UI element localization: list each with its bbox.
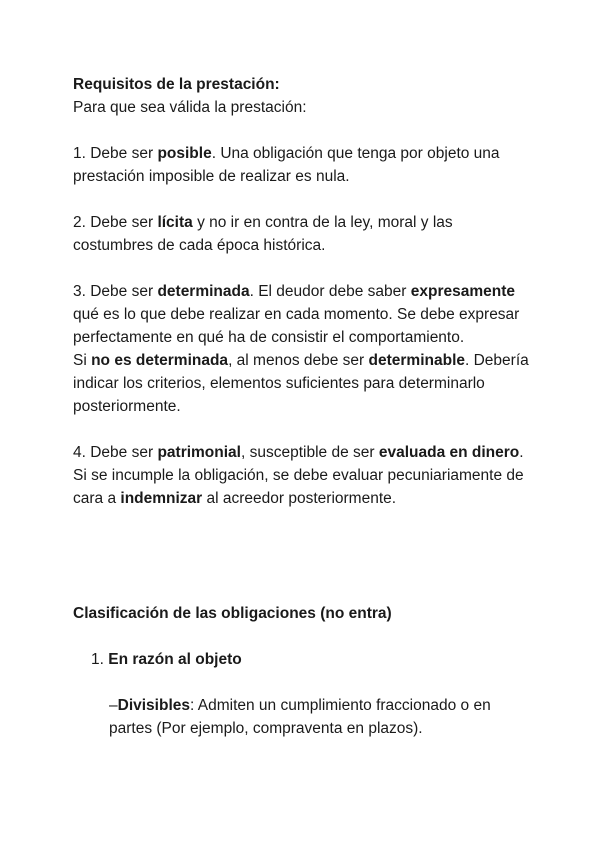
requirement-2: 2. Debe ser lícita y no ir en contra de la ley, moral y las costumbres de cada época histórica. [73,214,453,254]
sub-item-divisibles: –Divisibles: Admiten un cumplimiento fraccionado o en partes (Por ejemplo, compraventa en plazos). [109,697,491,737]
spacer [73,188,533,211]
requirement-3: 3. Debe ser determinada. El deudor debe saber expresamente qué es lo que debe realizar en cada momento. Se debe expresar perfectamente en qué ha de consistir el comportamiento. [73,283,520,346]
list-item-en-razon-al-objeto: 1. En razón al objeto [91,651,242,668]
section-title-requisitos: Requisitos de la prestación: [73,76,280,93]
spacer [73,625,533,648]
section-intro: Para que sea válida la prestación: [73,99,307,116]
requirement-3-determinable: Si no es determinada, al menos debe ser determinable. Debería indicar los criterios, elementos suficientes para determinarlo posteriormente. [73,352,529,415]
requirement-1: 1. Debe ser posible. Una obligación que tenga por objeto una prestación imposible de realizar es nula. [73,145,500,185]
spacer [73,257,533,280]
requirement-4: 4. Debe ser patrimonial, susceptible de ser evaluada en dinero. Si se incumple la obligación, se debe evaluar pecuniariamente de cara a indemnizar al acreedor posteriormente. [73,444,524,507]
spacer [73,119,533,142]
spacer [73,510,533,602]
section-title-clasificacion: Clasificación de las obligaciones (no entra) [73,605,392,622]
document-page [73,73,533,740]
spacer [73,671,533,694]
spacer [73,418,533,441]
